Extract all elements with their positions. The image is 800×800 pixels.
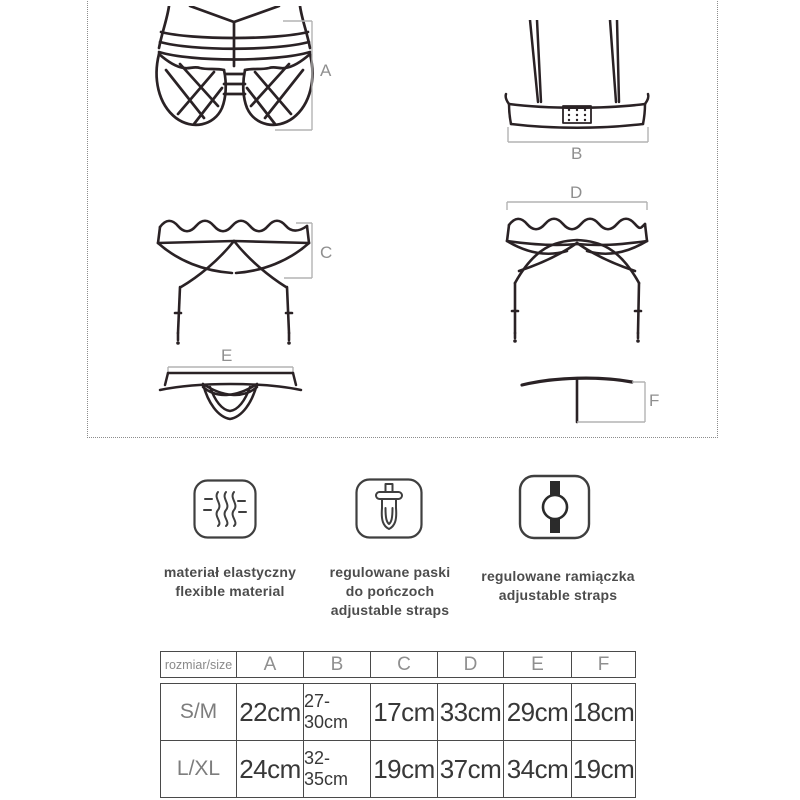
header-cell-b: B bbox=[304, 652, 371, 677]
measurement-bracket-f bbox=[577, 382, 645, 422]
table-row-sm bbox=[161, 684, 635, 741]
caption-line: adjustable straps bbox=[498, 587, 618, 604]
header-cell-d: D bbox=[438, 652, 504, 677]
garter-clip-icon bbox=[354, 477, 424, 540]
size-cell: L/XL bbox=[161, 741, 237, 797]
caption-line: do pończoch bbox=[345, 583, 435, 600]
measurement-label-d: D bbox=[570, 183, 583, 202]
header-cell-c: C bbox=[371, 652, 438, 677]
value-cell-c: 19cm bbox=[371, 741, 438, 797]
garter-clip-tips-back bbox=[513, 339, 640, 343]
bra-back-drawing bbox=[497, 20, 657, 145]
measurement-label-a: A bbox=[320, 61, 332, 80]
caption-line: regulowane ramiączka bbox=[481, 568, 635, 584]
value-cell-b: 27-30cm bbox=[304, 684, 371, 740]
briefs-back-lines bbox=[522, 378, 632, 422]
value-cell-f: 19cm bbox=[572, 753, 635, 784]
value-cell-b: 32-35cm bbox=[304, 741, 371, 797]
size-table-body bbox=[160, 683, 636, 798]
flexible-material-caption bbox=[155, 563, 305, 601]
bra-back-lines bbox=[506, 20, 649, 128]
value-cell-d: 33cm bbox=[438, 684, 504, 740]
value-cell-e: 34cm bbox=[504, 741, 572, 797]
measurement-bracket-d bbox=[507, 202, 647, 210]
header-cell-a: A bbox=[237, 652, 304, 677]
value-cell-f: 18cm bbox=[572, 696, 635, 727]
briefs-front-lines bbox=[160, 373, 301, 419]
garter-front-lines bbox=[158, 221, 309, 340]
caption-line: materiał elastyczny bbox=[163, 564, 297, 580]
header-cell-e: E bbox=[504, 652, 572, 677]
measurement-label-e: E bbox=[221, 346, 233, 365]
adjustable-garter-straps-caption bbox=[320, 563, 460, 620]
adjustable-shoulder-straps-caption bbox=[468, 567, 648, 605]
steam-waves-icon bbox=[192, 478, 258, 540]
size-cell: S/M bbox=[161, 684, 237, 740]
bra-front-drawing bbox=[152, 6, 317, 134]
header-cell-f: F bbox=[597, 653, 610, 675]
value-cell-a: 24cm bbox=[237, 741, 304, 797]
measurement-label-f: F bbox=[649, 391, 660, 410]
caption-line: regulowane paski bbox=[329, 564, 451, 580]
garter-back-lines bbox=[507, 219, 647, 338]
header-cell-rozmiar-size: rozmiar/size bbox=[161, 652, 237, 677]
bra-front-lines bbox=[157, 6, 313, 125]
measurement-bracket-e bbox=[168, 367, 293, 372]
strap-adjuster-icon bbox=[517, 473, 592, 541]
value-cell-e: 29cm bbox=[504, 684, 572, 740]
measurement-bracket-b bbox=[508, 127, 648, 142]
value-cell-c: 17cm bbox=[371, 684, 438, 740]
caption-line: adjustable straps bbox=[330, 602, 450, 619]
table-row-lxl bbox=[161, 741, 635, 797]
hook-eye-dots bbox=[568, 109, 586, 121]
measurement-label-c: C bbox=[320, 243, 333, 262]
garter-belt-front-drawing bbox=[150, 213, 318, 351]
garter-belt-back-drawing bbox=[495, 183, 700, 345]
measurement-label-b: B bbox=[571, 144, 583, 163]
size-table-header bbox=[160, 651, 636, 678]
caption-line: flexible material bbox=[175, 583, 285, 600]
value-cell-a: 22cm bbox=[237, 684, 304, 740]
value-cell-d: 37cm bbox=[438, 741, 504, 797]
briefs-back-drawing bbox=[515, 370, 665, 430]
